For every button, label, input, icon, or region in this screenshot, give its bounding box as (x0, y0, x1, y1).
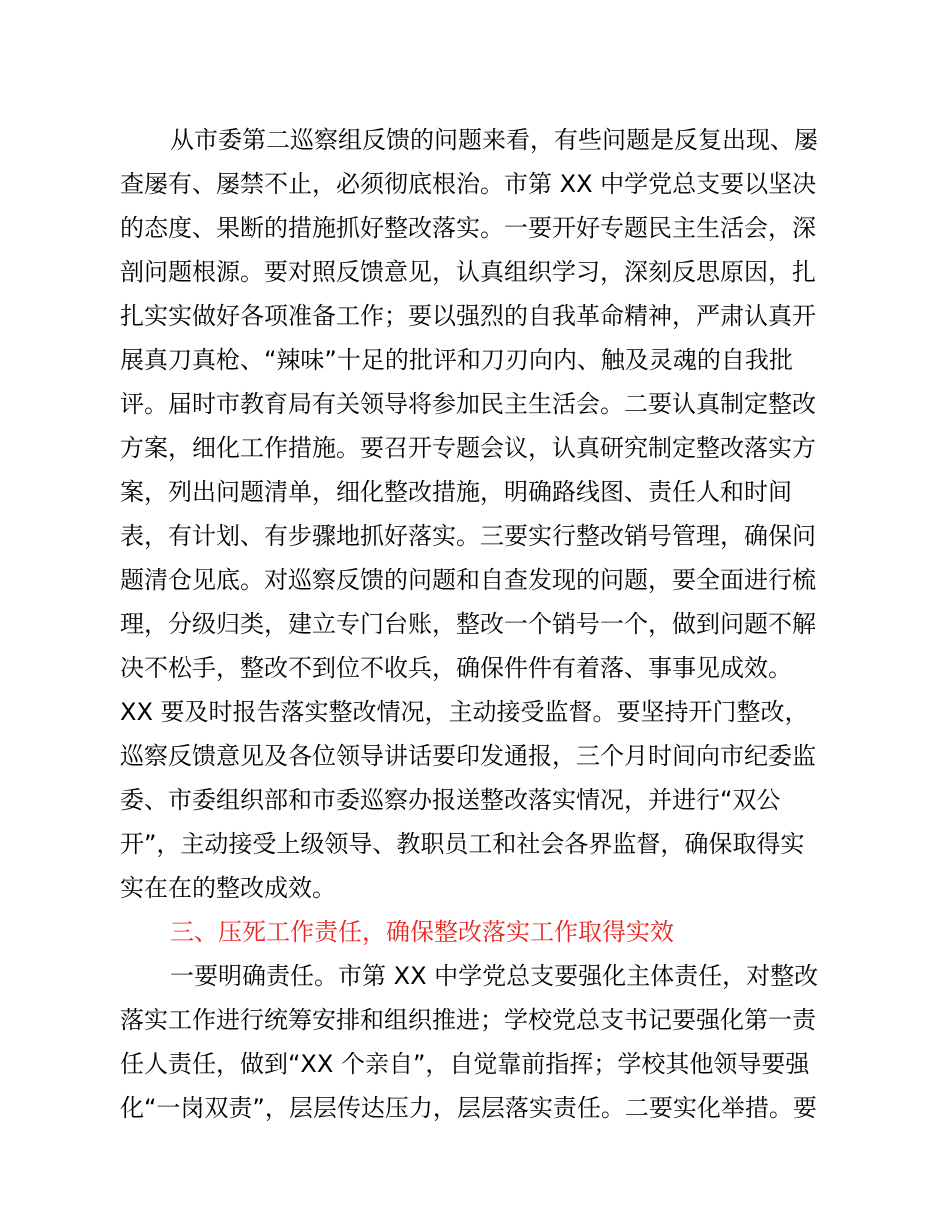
section-heading (0, 910, 950, 954)
section-heading-text: 三、压死工作责任，确保整改落实工作取得实效 (170, 918, 674, 946)
paragraph-1-line (0, 514, 950, 558)
text-line: 方案，细化工作措施。要召开专题会议，认真研究制定整改落实方 (120, 434, 816, 462)
paragraph-2-line (0, 1086, 950, 1130)
paragraph-1-line (0, 206, 950, 250)
text-line: 剖问题根源。要对照反馈意见，认真组织学习，深刻反思原因，扎 (120, 258, 816, 286)
text-line: 表，有计划、有步骤地抓好落实。三要实行整改销号管理，确保问 (120, 522, 816, 550)
text-line: 巡察反馈意见及各位领导讲话要印发通报，三个月时间向市纪委监 (120, 742, 816, 770)
text-line: 任人责任，做到“XX 个亲自”，自觉靠前指挥；学校其他领导要强 (120, 1050, 810, 1078)
paragraph-1-line (0, 734, 950, 778)
paragraph-1-line (0, 822, 950, 866)
text-line: 查屡有、屡禁不止，必须彻底根治。市第 XX 中学党总支要以坚决 (120, 170, 817, 198)
paragraph-1-line (0, 338, 950, 382)
paragraph-1-line (0, 778, 950, 822)
paragraph-1-line (0, 294, 950, 338)
paragraph-1-line (0, 602, 950, 646)
text-line: 的态度、果断的措施抓好整改落实。一要开好专题民主生活会，深 (120, 214, 816, 242)
text-line: 化“一岗双责”，层层传达压力，层层落实责任。二要实化举措。要 (120, 1094, 817, 1122)
text-line: 案，列出问题清单，细化整改措施，明确路线图、责任人和时间 (120, 478, 792, 506)
text-line: 实在在的整改成效。 (120, 874, 336, 902)
text-line: 从市委第二巡察组反馈的问题来看，有些问题是反复出现、屡 (170, 126, 818, 154)
text-line: 委、市委组织部和市委巡察办报送整改落实情况，并进行“双公 (120, 786, 781, 814)
paragraph-1-line (0, 162, 950, 206)
paragraph-2-line (0, 998, 950, 1042)
text-line: XX 要及时报告落实整改情况，主动接受监督。要坚持开门整改， (120, 698, 809, 726)
text-line: 一要明确责任。市第 XX 中学党总支要强化主体责任，对整改 (170, 962, 819, 990)
text-line: 开”，主动接受上级领导、教职员工和社会各界监督，确保取得实 (120, 830, 805, 858)
text-line: 扎实实做好各项准备工作；要以强烈的自我革命精神，严肃认真开 (120, 302, 816, 330)
paragraph-1-line (0, 558, 950, 602)
paragraph-1-line (0, 250, 950, 294)
paragraph-1-line (0, 382, 950, 426)
paragraph-2-line (0, 954, 950, 998)
text-line: 落实工作进行统筹安排和组织推进；学校党总支书记要强化第一责 (120, 1006, 816, 1034)
paragraph-1-line (0, 426, 950, 470)
paragraph-1-line (0, 118, 950, 162)
paragraph-1-line (0, 646, 950, 690)
text-line: 评。届时市教育局有关领导将参加民主生活会。二要认真制定整改 (120, 390, 816, 418)
paragraph-2-line (0, 1042, 950, 1086)
text-line: 展真刀真枪、“辣味”十足的批评和刀刃向内、触及灵魂的自我批 (120, 346, 793, 374)
text-line: 决不松手，整改不到位不收兵，确保件件有着落、事事见成效。 (120, 654, 792, 682)
paragraph-1-line (0, 470, 950, 514)
paragraph-1-line (0, 690, 950, 734)
paragraph-1-line (0, 866, 950, 910)
text-line: 题清仓见底。对巡察反馈的问题和自查发现的问题，要全面进行梳 (120, 566, 816, 594)
text-line: 理，分级归类，建立专门台账，整改一个销号一个，做到问题不解 (120, 610, 816, 638)
